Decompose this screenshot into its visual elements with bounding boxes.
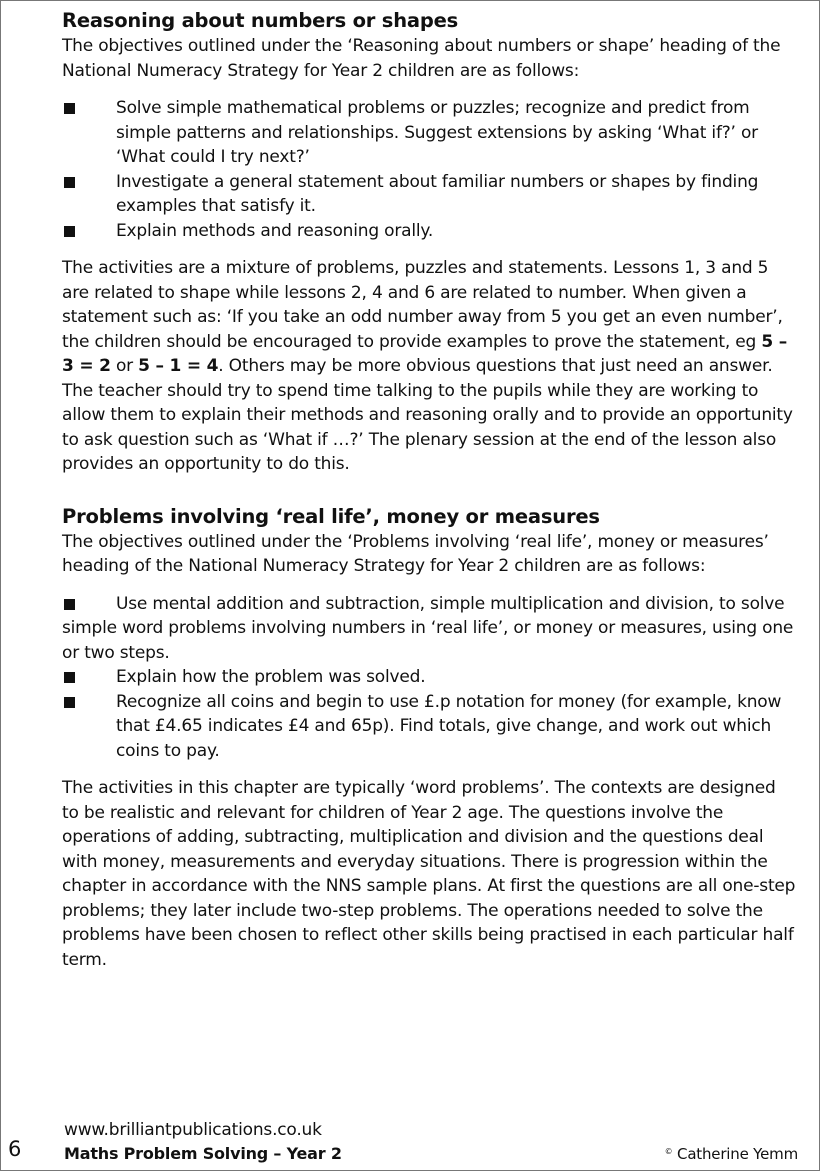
footer-url: www.brilliantpublications.co.uk — [64, 1120, 322, 1140]
list-item — [62, 665, 797, 690]
paragraph-text: The activities are a mixture of problems, puzzles and statements. Lessons 1, 3 and 5 are related to shape while lessons 2, 4 and 6 are related to number. When given a statement such as: ‘If you take an odd number away from 5 you get an even number’, the children should be encouraged to provide examples to prove the statement, eg — [62, 258, 783, 352]
list-item-text: Explain methods and reasoning orally. — [116, 220, 434, 241]
list-item — [62, 592, 797, 666]
list-item-text: Solve simple mathematical problems or puzzles; recognize and predict from simple patterns and relationships. Suggest extensions by asking ‘What if?’ or ‘What could I try next?’ — [116, 98, 758, 167]
list-item — [62, 96, 797, 170]
list-item-text: Recognize all coins and begin to use £.p notation for money (for example, know that £4.65 indicates £4 and 65p). Find totals, give change, and work out which coins to pay. — [116, 691, 782, 761]
page-number: 6 — [8, 1137, 22, 1161]
list-item-text: Use mental addition and subtraction, simple multiplication and division, to solve simple word problems involving numbers in ‘real life’, or money or measures, using one or two steps. — [62, 593, 794, 663]
list-item-text: Explain how the problem was solved. — [116, 667, 426, 687]
footer-book-title: Maths Problem Solving – Year 2 — [64, 1144, 342, 1163]
equation-1: 5 – 3 = 2 — [62, 331, 787, 376]
section-intro-real-life: The objectives outlined under the ‘Problems involving ‘real life’, money or measures’ heading of the National Numeracy Strategy for Year 2 children are as follows: — [62, 531, 769, 576]
list-item-text: Investigate a general statement about familiar numbers or shapes by finding examples that satisfy it. — [116, 171, 759, 216]
paragraph-text: or — [110, 356, 139, 376]
copyright-symbol: © — [664, 1147, 673, 1156]
equation-2: 5 – 1 = 4 — [138, 356, 219, 376]
square-bullet-icon — [64, 103, 75, 114]
section-heading-real-life: Problems involving ‘real life’, money or measures — [62, 504, 600, 528]
section-paragraph-real-life: The activities in this chapter are typically ‘word problems’. The contexts are designed to be realistic and relevant for children of Year 2 age. The questions involve the operations of adding, subtracting, multiplication and division and the questions deal with money, measurements and everyday situations. There is progression within the chapter in accordance with the NNS sample plans. At first the questions are all one-step problems; they later include two-step problems. The operations needed to solve the problems have been chosen to reflect other skills being practised in each particular half term. — [62, 778, 796, 970]
square-bullet-icon — [64, 672, 75, 683]
square-bullet-icon — [64, 177, 75, 188]
paragraph-text: . Others may be more obvious questions that just need an answer. The teacher should try to spend time talking to the pupils while they are working to allow them to explain their methods and reasoning orally and to provide an opportunity to ask question such as ‘What if …?’ The plenary session at the end of the lesson also provides an opportunity to do this. — [62, 356, 793, 474]
list-item — [62, 219, 797, 244]
section-heading-reasoning: Reasoning about numbers or shapes — [62, 9, 459, 32]
square-bullet-icon — [64, 226, 75, 237]
square-bullet-icon — [64, 599, 75, 610]
section-paragraph-reasoning — [62, 256, 797, 477]
copyright-notice — [665, 1145, 798, 1163]
list-item — [62, 690, 797, 764]
page-content — [62, 8, 797, 972]
copyright-holder: Catherine Yemm — [677, 1145, 798, 1163]
list-item — [62, 170, 797, 219]
section-intro-reasoning: The objectives outlined under the ‘Reasoning about numbers or shape’ heading of the National Numeracy Strategy for Year 2 children are as follows: — [62, 36, 781, 81]
square-bullet-icon — [64, 697, 75, 708]
